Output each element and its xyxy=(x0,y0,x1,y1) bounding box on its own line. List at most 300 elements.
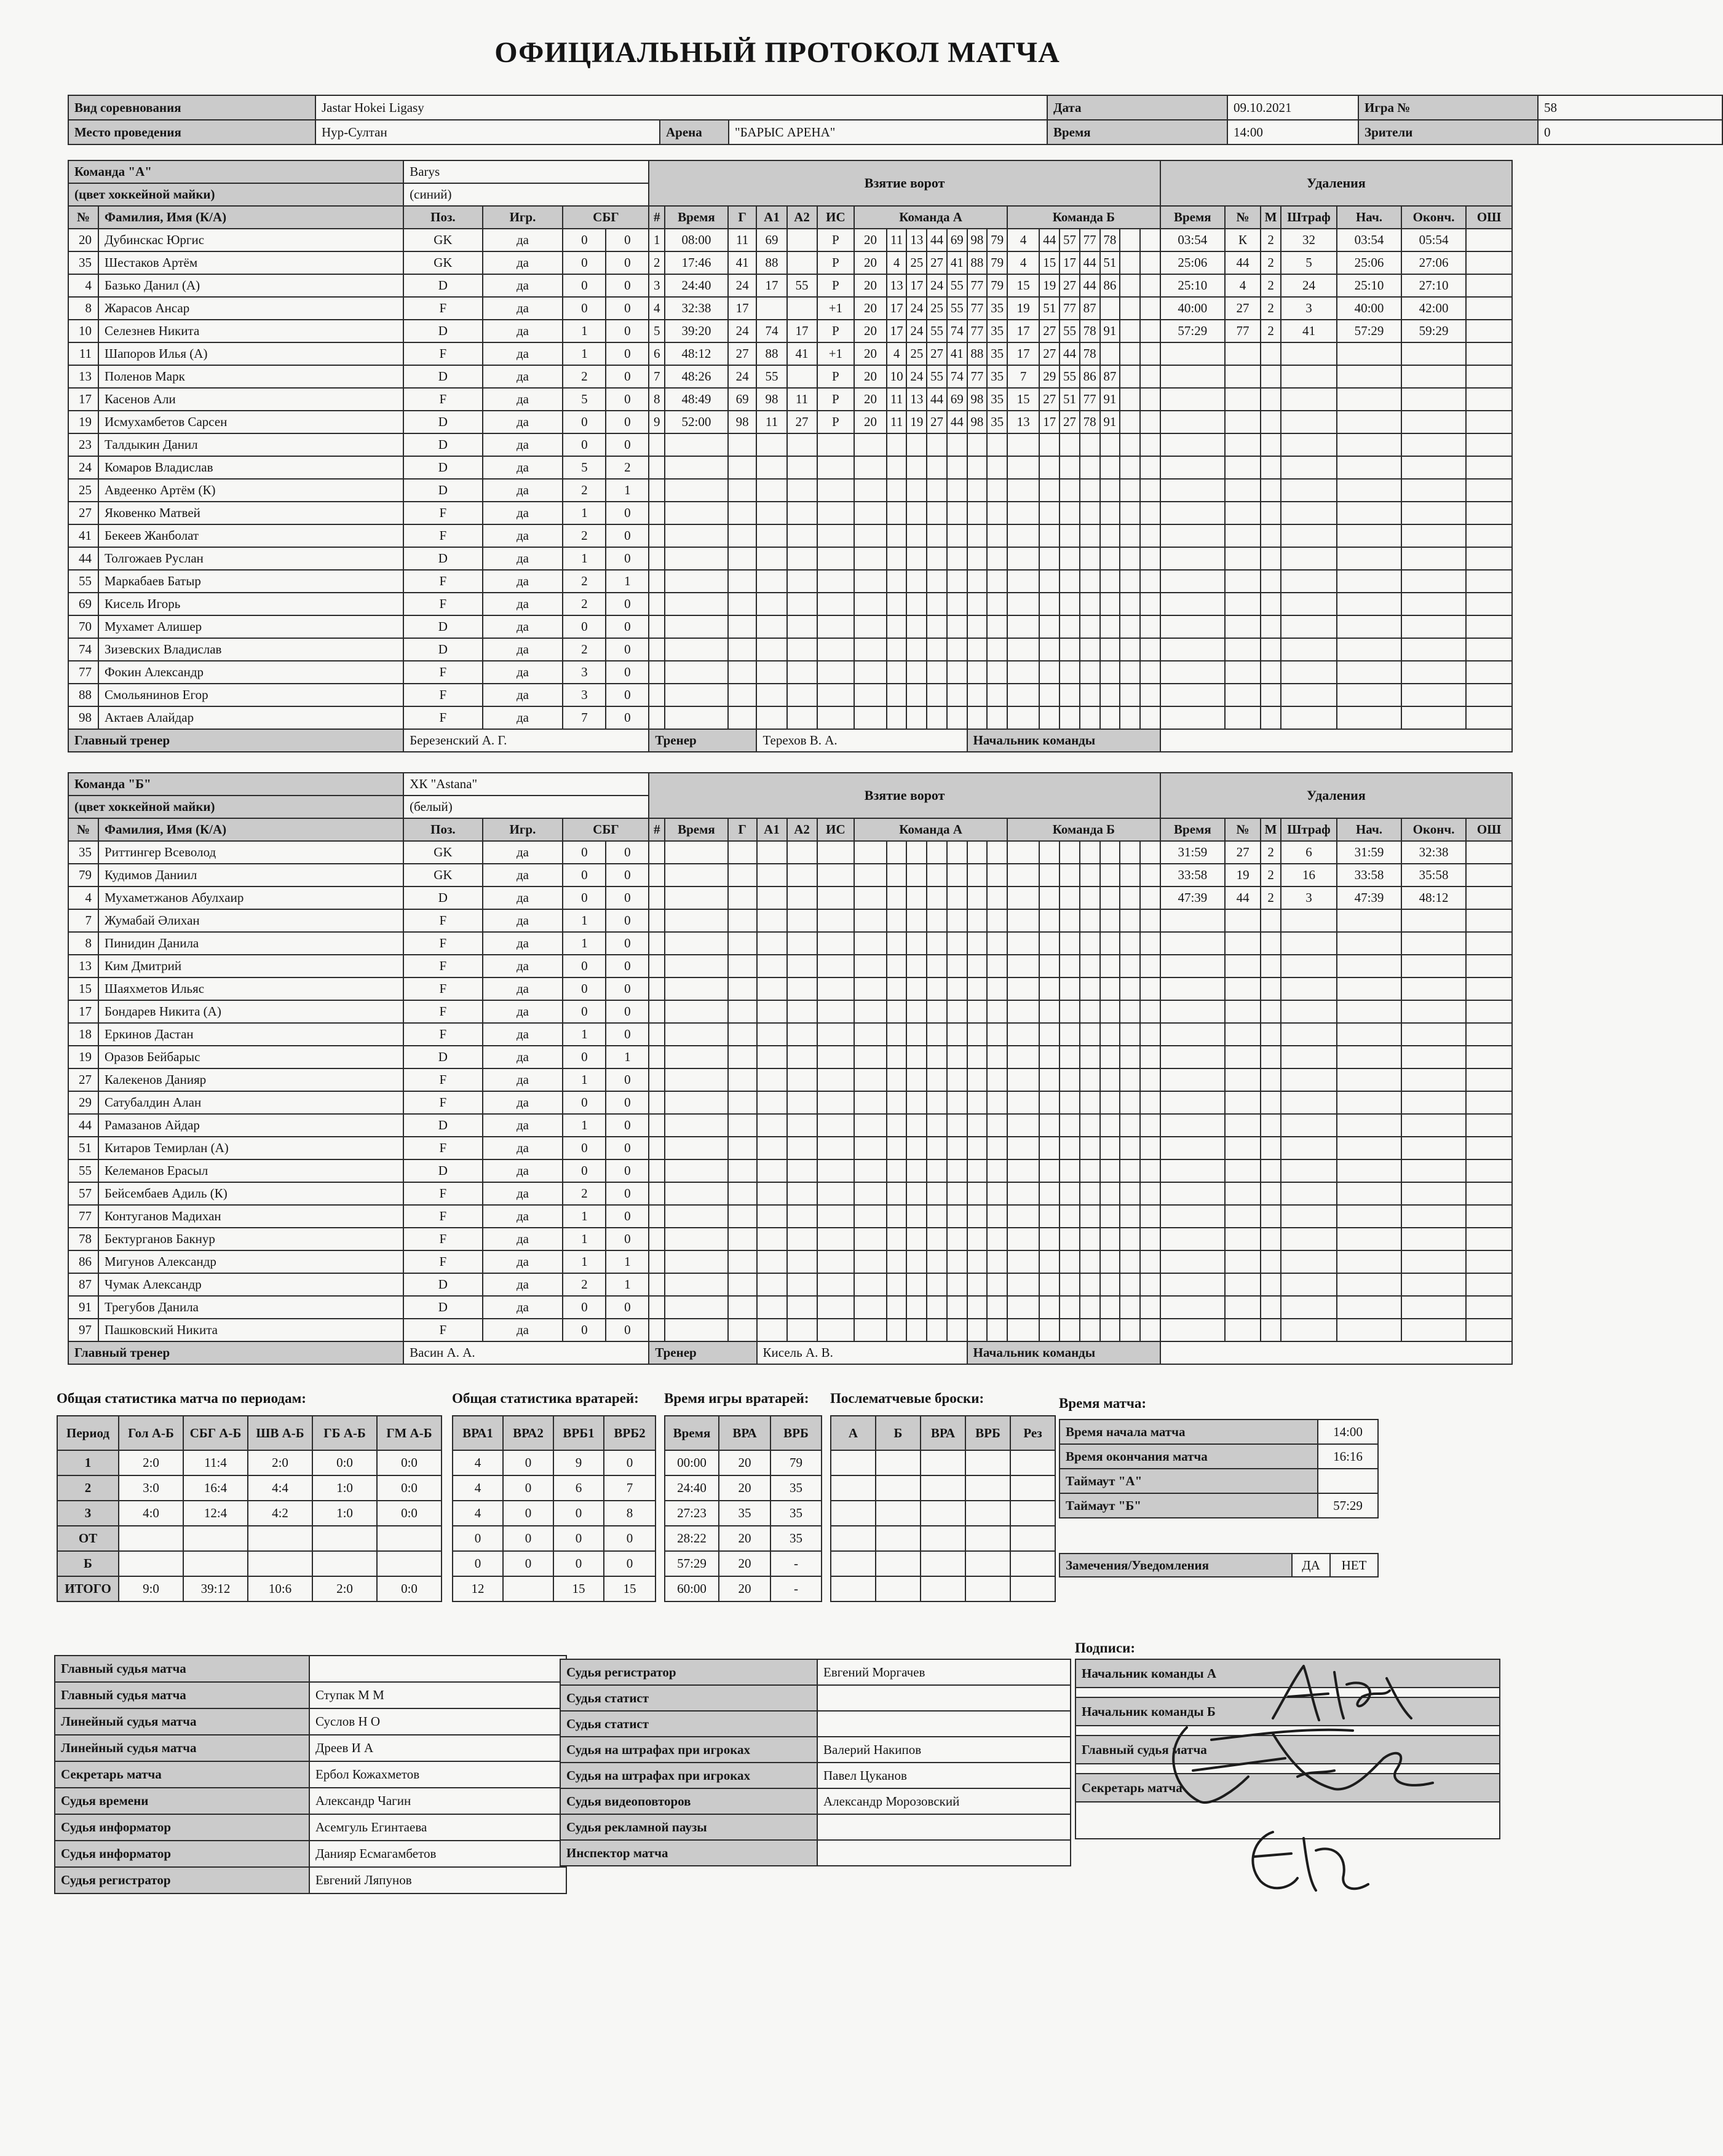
goal-cell xyxy=(757,1137,787,1159)
goal-cell xyxy=(1007,1091,1040,1114)
goal-cell: 20 xyxy=(854,229,887,251)
col-name: Фамилия, Имя (К/А) xyxy=(98,206,403,229)
goal-cell: 44 xyxy=(927,229,947,251)
grid-cell xyxy=(831,1526,876,1551)
grid-header: ВРБ xyxy=(965,1416,1010,1450)
goal-cell xyxy=(906,1091,927,1114)
goal-cell xyxy=(967,1114,988,1137)
goal-cell xyxy=(649,955,665,977)
goal-cell xyxy=(817,456,855,479)
goal-cell xyxy=(1140,1319,1160,1341)
penalty-cell xyxy=(1401,615,1466,638)
goal-cell xyxy=(1039,1046,1060,1068)
goal-cell xyxy=(757,1159,787,1182)
goal-cell xyxy=(1007,479,1040,502)
goal-cell xyxy=(1100,1046,1120,1068)
goal-cell xyxy=(1120,1137,1140,1159)
goal-cell xyxy=(1140,615,1160,638)
goal-cell xyxy=(1120,684,1140,706)
penalty-cell xyxy=(1401,479,1466,502)
player-played: да xyxy=(483,1319,563,1341)
player-sbg-2: 0 xyxy=(606,1068,649,1091)
signatures-title: Подписи: xyxy=(1075,1640,1135,1656)
goal-cell xyxy=(649,1228,665,1250)
goal-cell xyxy=(1060,661,1080,684)
goal-cell xyxy=(756,547,786,570)
player-played: да xyxy=(483,1068,563,1091)
penalty-cell xyxy=(1337,1091,1401,1114)
goal-cell xyxy=(906,684,927,706)
goal-cell: 27 xyxy=(787,411,817,433)
goal-cell: 24 xyxy=(728,320,757,342)
goal-cell xyxy=(1080,932,1100,955)
col-p_osh: ОШ xyxy=(1466,818,1512,841)
penalties-header: Удаления xyxy=(1160,773,1512,818)
penalty-cell xyxy=(1337,1046,1401,1068)
goal-cell: 88 xyxy=(756,251,786,274)
goal-cell xyxy=(1039,524,1060,547)
goal-cell xyxy=(887,1091,907,1114)
goal-cell xyxy=(1060,570,1080,593)
player-number: 13 xyxy=(68,365,98,388)
grid-cell xyxy=(1010,1501,1055,1526)
grid-cell xyxy=(1010,1450,1055,1475)
penalty-cell xyxy=(1401,524,1466,547)
player-number: 77 xyxy=(68,1205,98,1228)
player-sbg-2: 1 xyxy=(606,1250,649,1273)
goal-cell xyxy=(1060,1000,1080,1023)
goal-cell: 19 xyxy=(1007,297,1040,320)
player-name: Бекеев Жанболат xyxy=(98,524,403,547)
goalie-time-title: Время игры вратарей: xyxy=(664,1391,809,1406)
goal-cell xyxy=(1120,274,1140,297)
col-p_osh: ОШ xyxy=(1466,206,1512,229)
goal-cell xyxy=(927,593,947,615)
goal-cell xyxy=(665,502,728,524)
grid-cell: 0 xyxy=(604,1450,656,1475)
penalty-cell xyxy=(1225,593,1261,615)
goal-cell xyxy=(1060,1296,1080,1319)
goal-cell xyxy=(1039,638,1060,661)
goal-cell xyxy=(665,1068,728,1091)
player-number: 77 xyxy=(68,661,98,684)
penalty-cell xyxy=(1466,977,1512,1000)
goal-cell xyxy=(987,864,1007,886)
player-sbg-2: 0 xyxy=(606,251,649,274)
penalty-cell xyxy=(1225,909,1261,932)
goal-cell: 32:38 xyxy=(665,297,728,320)
penalty-cell xyxy=(1160,1046,1225,1068)
col-is: ИС xyxy=(817,818,855,841)
goal-cell xyxy=(728,1091,757,1114)
penalty-cell xyxy=(1281,479,1337,502)
penalty-cell: 48:12 xyxy=(1401,886,1466,909)
goal-cell xyxy=(649,1159,665,1182)
goal-cell: 98 xyxy=(967,411,988,433)
goal-cell xyxy=(1080,841,1100,864)
goal-cell xyxy=(1120,524,1140,547)
goal-cell xyxy=(854,1114,887,1137)
grid-cell xyxy=(965,1501,1010,1526)
player-sbg-2: 0 xyxy=(606,1296,649,1319)
grid-cell xyxy=(831,1501,876,1526)
team-a-protocol xyxy=(68,160,1513,752)
goal-cell xyxy=(665,593,728,615)
penalty-cell xyxy=(1281,342,1337,365)
goal-cell: 27 xyxy=(1039,320,1060,342)
player-sbg-2: 0 xyxy=(606,1319,649,1341)
grid-cell: 0 xyxy=(553,1551,604,1576)
grid-cell xyxy=(183,1551,248,1576)
penalty-cell xyxy=(1160,1159,1225,1182)
goal-cell: 27 xyxy=(1039,388,1060,411)
penalty-cell xyxy=(1160,1296,1225,1319)
goal-cell xyxy=(906,1023,927,1046)
player-sbg-2: 0 xyxy=(606,615,649,638)
goal-cell xyxy=(1100,1228,1120,1250)
goal-cell xyxy=(817,479,855,502)
goal-cell xyxy=(906,706,927,729)
goal-cell xyxy=(787,1250,817,1273)
goal-cell xyxy=(887,886,907,909)
player-sbg-2: 0 xyxy=(606,661,649,684)
grid-cell: 0 xyxy=(503,1551,553,1576)
grid-cell: 8 xyxy=(604,1501,656,1526)
player-position: F xyxy=(403,706,482,729)
player-name: Чумак Александр xyxy=(98,1273,403,1296)
player-position: F xyxy=(403,1000,482,1023)
penalty-cell xyxy=(1466,365,1512,388)
goal-cell xyxy=(787,638,817,661)
player-sbg-2: 0 xyxy=(606,524,649,547)
goal-cell xyxy=(757,955,787,977)
grid-cell: 20 xyxy=(719,1450,770,1475)
player-played: да xyxy=(483,886,563,909)
goal-cell xyxy=(1120,320,1140,342)
player-name: Бейсембаев Адиль (К) xyxy=(98,1182,403,1205)
goal-cell xyxy=(1080,502,1100,524)
player-name: Бондарев Никита (А) xyxy=(98,1000,403,1023)
penalty-cell: 4 xyxy=(1225,274,1261,297)
grid-cell: 1:0 xyxy=(312,1501,377,1526)
penalty-cell xyxy=(1225,433,1261,456)
grid-cell xyxy=(965,1551,1010,1576)
player-played: да xyxy=(483,1091,563,1114)
goal-cell xyxy=(987,593,1007,615)
goal-cell xyxy=(1120,1000,1140,1023)
goal-cell xyxy=(1007,706,1040,729)
goal-cell xyxy=(927,479,947,502)
goal-cell xyxy=(1140,955,1160,977)
goal-cell xyxy=(906,1137,927,1159)
goals-header: Взятие ворот xyxy=(649,160,1160,206)
penalty-cell xyxy=(1261,1046,1281,1068)
player-sbg-2: 0 xyxy=(606,638,649,661)
penalty-cell xyxy=(1261,955,1281,977)
player-sbg-2: 0 xyxy=(606,547,649,570)
player-sbg-2: 0 xyxy=(606,342,649,365)
grid-cell xyxy=(377,1551,442,1576)
goal-cell xyxy=(665,615,728,638)
penalty-cell xyxy=(1466,841,1512,864)
arena-label: Арена xyxy=(660,120,729,144)
goal-cell xyxy=(987,638,1007,661)
goal-cell xyxy=(1060,1319,1080,1341)
goal-cell xyxy=(1120,638,1140,661)
player-number: 79 xyxy=(68,864,98,886)
goal-cell xyxy=(927,706,947,729)
player-position: F xyxy=(403,955,482,977)
goal-cell: 55 xyxy=(927,365,947,388)
penalty-cell xyxy=(1281,661,1337,684)
match-time-table xyxy=(1059,1419,1379,1518)
official-name xyxy=(309,1656,566,1682)
goal-cell: 3 xyxy=(649,274,665,297)
player-position: D xyxy=(403,1114,482,1137)
grid-header: ШВ А-Б xyxy=(248,1416,312,1450)
goal-cell xyxy=(1080,1023,1100,1046)
penalty-cell xyxy=(1401,1023,1466,1046)
player-position: GK xyxy=(403,841,482,864)
penalty-cell xyxy=(1261,1205,1281,1228)
goal-cell xyxy=(947,909,967,932)
penalty-cell: 3 xyxy=(1281,297,1337,320)
player-name: Исмухамбетов Сарсен xyxy=(98,411,403,433)
penalty-cell xyxy=(1401,1046,1466,1068)
goal-cell: 77 xyxy=(967,297,988,320)
penalty-cell: 41 xyxy=(1281,320,1337,342)
goal-cell xyxy=(1039,1000,1060,1023)
goal-cell: 41 xyxy=(947,342,967,365)
penalty-cell xyxy=(1225,706,1261,729)
official-role: Судья регистратор xyxy=(55,1867,309,1893)
penalty-cell: 24 xyxy=(1281,274,1337,297)
goal-cell: 91 xyxy=(1100,411,1120,433)
goal-cell: 57 xyxy=(1060,229,1080,251)
goal-cell xyxy=(967,661,988,684)
goal-cell xyxy=(1100,433,1120,456)
goal-cell xyxy=(1060,977,1080,1000)
grid-cell xyxy=(1010,1526,1055,1551)
penalty-cell xyxy=(1337,1114,1401,1137)
player-number: 98 xyxy=(68,706,98,729)
goal-cell xyxy=(887,955,907,977)
player-sbg-2: 0 xyxy=(606,932,649,955)
goal-cell xyxy=(906,547,927,570)
penalty-cell xyxy=(1401,456,1466,479)
penalty-cell xyxy=(1337,1250,1401,1273)
penalty-cell: 59:29 xyxy=(1401,320,1466,342)
grid-cell: 0 xyxy=(553,1501,604,1526)
penalty-cell xyxy=(1401,1228,1466,1250)
goal-cell xyxy=(887,1250,907,1273)
official-name: Евгений Ляпунов xyxy=(309,1867,566,1893)
goal-cell xyxy=(1140,1068,1160,1091)
team-name: Barys xyxy=(403,160,649,183)
goal-cell xyxy=(787,1159,817,1182)
player-played: да xyxy=(483,365,563,388)
match-time-value: 14:00 xyxy=(1318,1420,1378,1444)
col-team-b: Команда Б xyxy=(1007,818,1160,841)
goal-cell: P xyxy=(817,274,855,297)
player-sbg-2: 0 xyxy=(606,1137,649,1159)
goal-cell xyxy=(787,1114,817,1137)
player-played: да xyxy=(483,1046,563,1068)
grid-cell: 0:0 xyxy=(377,1450,442,1475)
player-name: Селезнев Никита xyxy=(98,320,403,342)
goal-cell xyxy=(1060,1182,1080,1205)
goal-cell xyxy=(757,864,787,886)
player-sbg-2: 0 xyxy=(606,1159,649,1182)
goal-cell: 35 xyxy=(987,320,1007,342)
goal-cell xyxy=(1007,1046,1040,1068)
penalty-cell xyxy=(1261,524,1281,547)
player-position: F xyxy=(403,1205,482,1228)
penalty-cell xyxy=(1281,932,1337,955)
goal-cell xyxy=(728,1250,757,1273)
goal-cell xyxy=(947,841,967,864)
player-sbg: 1 xyxy=(563,1205,606,1228)
goal-cell xyxy=(756,456,786,479)
goal-cell xyxy=(947,433,967,456)
goal-cell xyxy=(728,841,757,864)
penalty-cell xyxy=(1160,1273,1225,1296)
head-coach-label: Главный тренер xyxy=(68,1341,403,1364)
goal-cell xyxy=(1039,1205,1060,1228)
goal-cell xyxy=(1140,661,1160,684)
grid-cell: 10:6 xyxy=(248,1576,312,1601)
goal-cell xyxy=(787,615,817,638)
col-a1: А1 xyxy=(756,206,786,229)
goal-cell xyxy=(665,638,728,661)
goal-cell: 48:49 xyxy=(665,388,728,411)
penalty-cell xyxy=(1225,1250,1261,1273)
goal-cell: 17:46 xyxy=(665,251,728,274)
goal-cell: 24 xyxy=(906,365,927,388)
goal-cell xyxy=(817,1114,855,1137)
goal-cell xyxy=(1039,1250,1060,1273)
goal-cell xyxy=(967,1159,988,1182)
goal-cell xyxy=(1120,1091,1140,1114)
goal-cell xyxy=(947,524,967,547)
goal-cell xyxy=(967,1273,988,1296)
goal-cell xyxy=(1007,433,1040,456)
goal-cell: 39:20 xyxy=(665,320,728,342)
goal-cell xyxy=(1039,684,1060,706)
signature-role: Секретарь матча xyxy=(1075,1774,1500,1802)
official-role: Линейный судья матча xyxy=(55,1708,309,1735)
goal-cell xyxy=(649,638,665,661)
goal-cell xyxy=(1140,1250,1160,1273)
goal-cell xyxy=(728,1296,757,1319)
penalty-cell xyxy=(1401,661,1466,684)
player-name: Оразов Бейбарыс xyxy=(98,1046,403,1068)
match-time-value: 57:29 xyxy=(1318,1493,1378,1518)
goal-cell xyxy=(1140,479,1160,502)
grid-cell xyxy=(876,1551,921,1576)
player-number: 78 xyxy=(68,1228,98,1250)
goal-cell xyxy=(1140,251,1160,274)
goal-cell xyxy=(967,1068,988,1091)
player-position: D xyxy=(403,479,482,502)
penalty-cell: 47:39 xyxy=(1160,886,1225,909)
signature-role: Начальник команды Б xyxy=(1075,1697,1500,1726)
player-sbg: 0 xyxy=(563,1046,606,1068)
penalty-cell xyxy=(1401,1319,1466,1341)
player-position: F xyxy=(403,1319,482,1341)
goal-cell xyxy=(927,1159,947,1182)
col-time: Время xyxy=(665,818,728,841)
col-p_end: Оконч. xyxy=(1401,206,1466,229)
penalty-cell xyxy=(1401,977,1466,1000)
goal-cell xyxy=(1039,977,1060,1000)
goal-cell xyxy=(1060,841,1080,864)
goal-cell xyxy=(1120,955,1140,977)
goal-cell xyxy=(927,1205,947,1228)
goal-cell xyxy=(1007,1250,1040,1273)
goal-cell xyxy=(1060,1273,1080,1296)
goal-cell xyxy=(728,433,757,456)
goal-cell: 55 xyxy=(947,297,967,320)
penalty-cell xyxy=(1466,433,1512,456)
goal-cell: 20 xyxy=(854,365,887,388)
coach-label: Тренер xyxy=(649,729,756,752)
player-sbg: 0 xyxy=(563,841,606,864)
penalty-cell xyxy=(1401,684,1466,706)
goal-cell xyxy=(987,1091,1007,1114)
goal-cell xyxy=(927,1319,947,1341)
goal-cell xyxy=(665,955,728,977)
goal-cell xyxy=(906,433,927,456)
goal-cell xyxy=(649,1205,665,1228)
player-sbg: 0 xyxy=(563,977,606,1000)
goal-cell xyxy=(1007,1273,1040,1296)
goal-cell: 91 xyxy=(1100,320,1120,342)
grid-cell: 0 xyxy=(553,1526,604,1551)
penalty-cell xyxy=(1225,342,1261,365)
goal-cell xyxy=(927,864,947,886)
grid-cell: - xyxy=(770,1551,822,1576)
player-played: да xyxy=(483,864,563,886)
grid-header: ГБ А-Б xyxy=(312,1416,377,1450)
goal-cell xyxy=(854,1228,887,1250)
officials-right xyxy=(560,1659,1071,1866)
goal-cell: 13 xyxy=(1007,411,1040,433)
player-name: Еркинов Дастан xyxy=(98,1023,403,1046)
manager-label: Начальник команды xyxy=(967,1341,1160,1364)
goal-cell xyxy=(756,706,786,729)
goal-cell xyxy=(887,593,907,615)
goal-cell: 69 xyxy=(947,229,967,251)
manager-name xyxy=(1160,1341,1512,1364)
official-role: Линейный судья матча xyxy=(55,1735,309,1761)
player-number: 55 xyxy=(68,1159,98,1182)
goal-cell xyxy=(1039,1182,1060,1205)
goal-cell: 20 xyxy=(854,320,887,342)
team-color: (белый) xyxy=(403,796,649,818)
goal-cell xyxy=(787,1023,817,1046)
goal-cell xyxy=(1140,456,1160,479)
goal-cell xyxy=(987,955,1007,977)
penalty-cell xyxy=(1337,1023,1401,1046)
goal-cell xyxy=(947,864,967,886)
penalty-cell xyxy=(1466,570,1512,593)
player-name: Дубинскас Юргис xyxy=(98,229,403,251)
goal-cell xyxy=(757,1000,787,1023)
goal-cell: 24 xyxy=(728,365,757,388)
goal-cell xyxy=(1060,1137,1080,1159)
player-sbg: 1 xyxy=(563,1023,606,1046)
